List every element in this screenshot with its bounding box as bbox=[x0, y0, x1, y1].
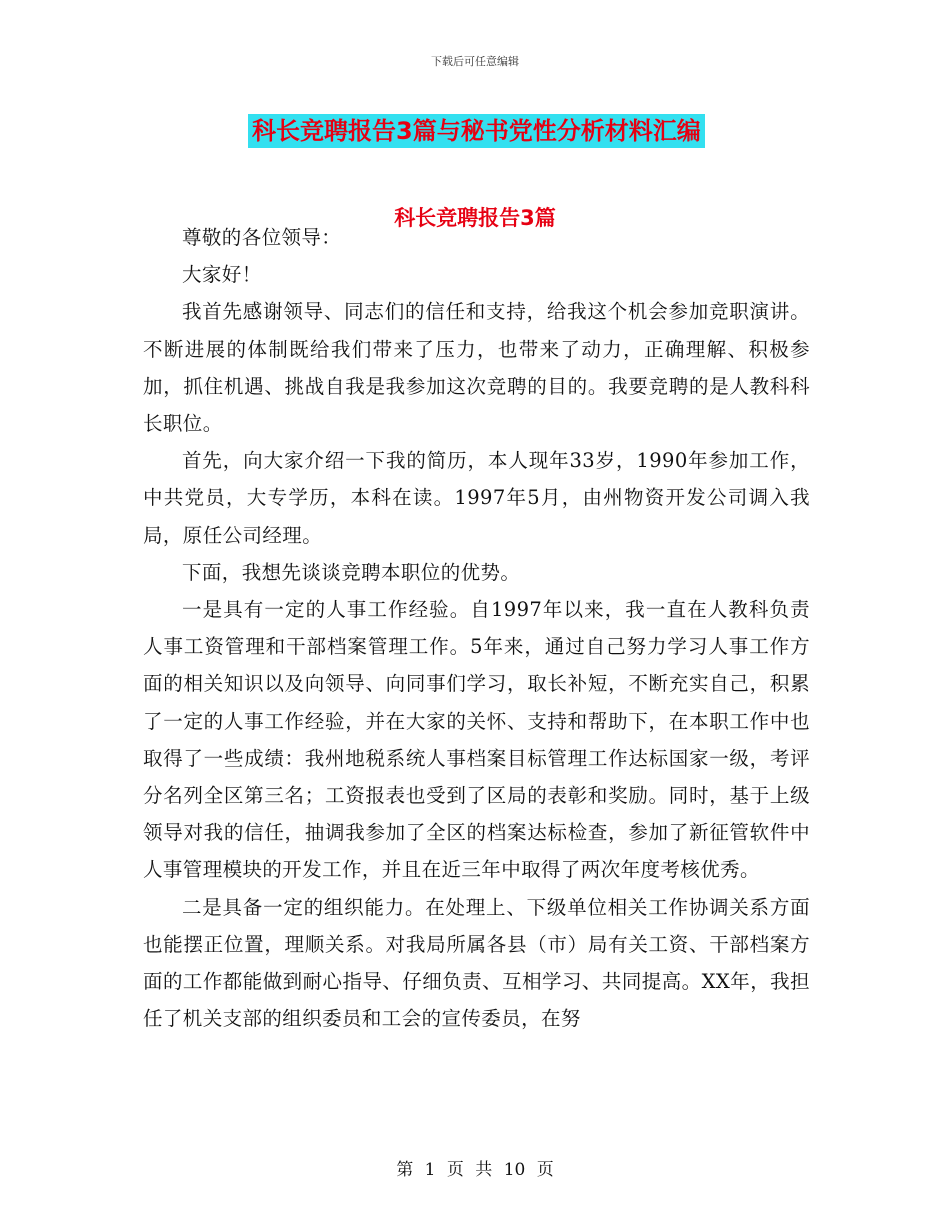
page-footer: 第 1 页 共 10 页 bbox=[396, 1160, 554, 1180]
section-title: 科长竞聘报告3篇 bbox=[394, 206, 556, 230]
body-text bbox=[143, 219, 810, 1037]
paragraph-resume: 首先，向大家介绍一下我的简历，本人现年33岁，1990年参加工作，中共党员，大专学历，本科在读。1997年5月，由州物资开发公司调入我局，原任公司经理。 bbox=[143, 449, 810, 547]
paragraph-organization: 二是具备一定的组织能力。在处理上、下级单位相关工作协调关系方面也能摆正位置，理顺关系。对我局所属各县（市）局有关工资、干部档案方面的工作都能做到耐心指导、仔细负责、互相学习、共同提高。XX年，我担任了机关支部的组织委员和工会的宣传委员，在努 bbox=[143, 895, 810, 1031]
header-note: 下载后可任意编辑 bbox=[431, 55, 519, 68]
paragraph-intro: 我首先感谢领导、同志们的信任和支持，给我这个机会参加竞职演讲。不断进展的体制既给我们带来了压力，也带来了动力，正确理解、积极参加，抓住机遇、挑战自我是我参加这次竞聘的目的。我要竞聘的是人教科科长职位。 bbox=[143, 300, 810, 436]
paragraph-experience: 一是具有一定的人事工作经验。自1997年以来，我一直在人教科负责人事工资管理和干部档案管理工作。5年来，通过自己努力学习人事工作方面的相关知识以及向领导、向同事们学习，取长补短，不断充实自己，积累了一定的人事工作经验，并在大家的关怀、支持和帮助下，在本职工作中也取得了一些成绩：我州地税系统人事档案目标管理工作达标国家一级，考评分名列全区第三名；工资报表也受到了区局的表彰和奖励。同时，基于上级领导对我的信任，抽调我参加了全区的档案达标检查，参加了新征管软件中人事管理模块的开发工作，并且在近三年中取得了两次年度考核优秀。 bbox=[143, 598, 810, 882]
paragraph-salutation: 尊敬的各位领导： bbox=[182, 226, 342, 249]
paragraph-greeting: 大家好！ bbox=[182, 263, 262, 287]
paragraph-advantages-lead: 下面，我想先谈谈竞聘本职位的优势。 bbox=[182, 560, 521, 584]
document-main-title: 科长竞聘报告3篇与秘书党性分析材料汇编 bbox=[248, 114, 705, 148]
